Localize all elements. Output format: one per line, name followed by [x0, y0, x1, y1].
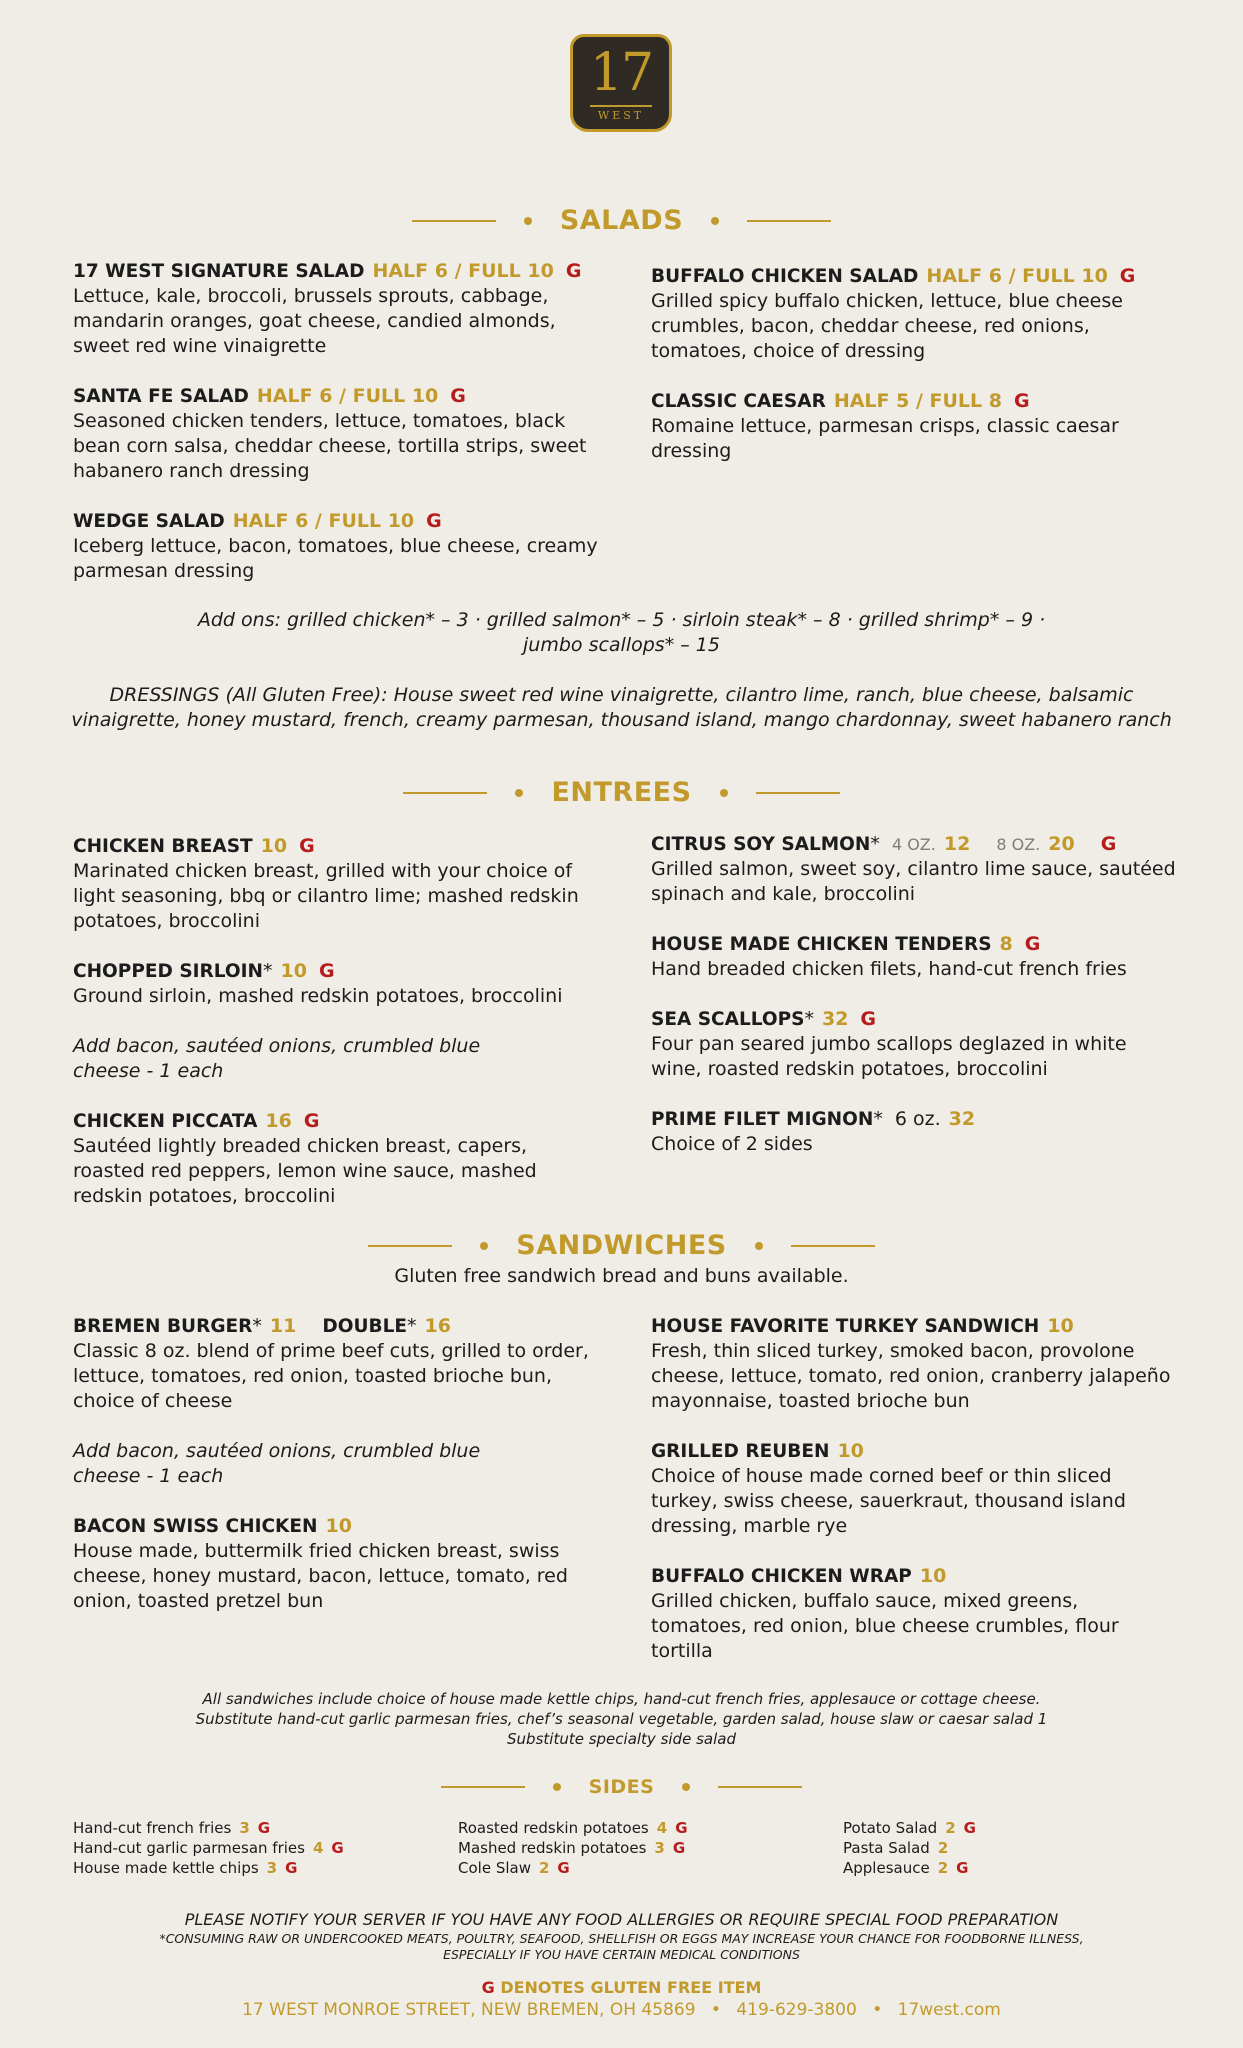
foodborne-warning — [0, 1931, 1243, 1963]
menu-item — [73, 959, 603, 1009]
item-price: HALF 6 / FULL 10 — [372, 260, 554, 282]
side-name: Hand-cut garlic parmesan fries — [73, 1839, 305, 1857]
gluten-free-legend — [0, 1978, 1243, 1997]
restaurant-logo — [570, 34, 672, 132]
gluten-free-badge: G — [285, 1859, 298, 1877]
menu-item — [73, 509, 603, 584]
sides-title: SIDES — [588, 1776, 655, 1798]
side-item — [73, 1818, 344, 1838]
item-name: BUFFALO CHICKEN WRAP — [651, 1566, 912, 1587]
warning-line-1: *CONSUMING RAW OR UNDERCOOKED MEATS, POULTRY, SEAFOOD, SHELLFISH OR EGGS MAY INCREASE YOUR CHANCE FOR FOODBORNE ILLNESS, — [159, 1931, 1084, 1946]
item-name: PRIME FILET MIGNON — [651, 1109, 874, 1130]
gluten-free-badge: G — [565, 260, 582, 282]
logo-divider — [590, 105, 652, 107]
gluten-free-badge: G — [1119, 265, 1136, 287]
item-name: WEDGE SALAD — [73, 511, 225, 532]
menu-item — [651, 389, 1176, 464]
item-description: Lettuce, kale, broccoli, brussels sprouts, cabbage, mandarin oranges, goat cheese, candied almonds, sweet red wine vinaigrette — [73, 285, 556, 357]
item-description: Classic 8 oz. blend of prime beef cuts, grilled to order, lettuce, tomatoes, red onion, toasted brioche bun, choice of cheese — [73, 1340, 589, 1412]
item-description: House made, buttermilk fried chicken breast, swiss cheese, honey mustard, bacon, lettuce, tomato, red onion, toasted pretzel bun — [73, 1540, 568, 1612]
gluten-free-badge: G — [672, 1839, 686, 1857]
gluten-free-badge: G — [426, 510, 442, 532]
entrees-left-column — [73, 834, 603, 1234]
item-name: CHICKEN PICCATA — [73, 1111, 258, 1132]
raw-warning-asterisk: * — [252, 1315, 262, 1337]
sides-column-3 — [843, 1818, 976, 1878]
gluten-free-badge: G — [299, 835, 315, 857]
item-name: SANTA FE SALAD — [73, 386, 249, 407]
side-price: 4 — [312, 1839, 324, 1857]
menu-item — [73, 259, 603, 359]
item-description: Sautéed lightly breaded chicken breast, capers, roasted red peppers, lemon wine sauce, mashed redskin potatoes, broccolini — [73, 1135, 537, 1207]
side-item — [73, 1838, 344, 1858]
menu-item — [651, 1439, 1176, 1539]
side-item — [73, 1858, 344, 1878]
side-price: 3 — [654, 1839, 665, 1857]
item-price: 10 — [919, 1565, 947, 1587]
item-price: 10 — [1047, 1315, 1074, 1337]
side-item — [458, 1838, 688, 1858]
item-description: Marinated chicken breast, grilled with your choice of light seasoning, bbq or cilantro lime; mashed redskin potatoes, broccolini — [73, 860, 579, 932]
item-description: Choice of house made corned beef or thin sliced turkey, swiss cheese, sauerkraut, thousand island dressing, marble rye — [651, 1465, 1126, 1537]
item-description: Four pan seared jumbo scallops deglazed in white wine, roasted redskin potatoes, broccolini — [651, 1033, 1127, 1080]
header-dot-right — [755, 1242, 763, 1250]
salad-addons: Add ons: grilled chicken* – 3 · grilled salmon* – 5 · sirloin steak* – 8 · grilled shrimp* – 9 · jumbo scallops* – 15 — [197, 609, 1046, 656]
item-name: CITRUS SOY SALMON — [651, 834, 871, 855]
item-name: DOUBLE — [322, 1316, 408, 1337]
sides-header — [0, 1773, 1243, 1798]
sides-column-2 — [458, 1818, 688, 1878]
gluten-free-badge: G — [675, 1819, 688, 1837]
gluten-free-badge: G — [1024, 933, 1041, 955]
logo-word: WEST — [597, 109, 645, 122]
sandwich-addon-note: Add bacon, sautéed onions, crumbled blue cheese - 1 each — [73, 1440, 481, 1487]
gluten-free-badge: G — [257, 1819, 271, 1837]
phone-number: 419-629-3800 — [736, 2000, 857, 2020]
item-price: 32 — [948, 1108, 976, 1130]
item-price: HALF 6 / FULL 10 — [232, 510, 415, 532]
gluten-free-badge: G — [1013, 390, 1030, 412]
contact-info — [0, 2000, 1243, 2020]
item-name: BACON SWISS CHICKEN — [73, 1516, 318, 1537]
item-size: 6 oz. — [894, 1108, 941, 1130]
menu-item — [651, 1007, 1176, 1082]
gluten-free-badge: G — [318, 960, 335, 982]
sandwich-note-sides: All sandwiches include choice of house made kettle chips, hand-cut french fries, applesauce or cottage cheese. — [202, 1690, 1041, 1708]
gluten-free-badge: G — [1100, 833, 1117, 855]
header-rule-right — [718, 1786, 802, 1788]
item-description: Grilled chicken, buffalo sauce, mixed greens, tomatoes, red onion, blue cheese crumbles, flour tortilla — [651, 1590, 1119, 1662]
header-dot-right — [720, 789, 728, 797]
sandwiches-left-column — [73, 1314, 603, 1639]
gluten-free-badge: G — [303, 1110, 320, 1132]
side-name: Potato Salad — [843, 1819, 938, 1837]
item-price: 10 — [280, 960, 307, 982]
side-name: Roasted redskin potatoes — [458, 1819, 649, 1837]
side-price: 2 — [945, 1819, 956, 1837]
item-name: GRILLED REUBEN — [651, 1441, 830, 1462]
menu-item — [73, 1514, 603, 1614]
logo-number: 17 — [589, 43, 653, 103]
side-item — [843, 1838, 976, 1858]
item-name: CHICKEN BREAST — [73, 836, 253, 857]
item-description: Grilled salmon, sweet soy, cilantro lime sauce, sautéed spinach and kale, broccolini — [651, 858, 1176, 905]
item-description: Ground sirloin, mashed redskin potatoes, broccolini — [73, 985, 563, 1007]
item-name: HOUSE FAVORITE TURKEY SANDWICH — [651, 1316, 1040, 1337]
item-price: HALF 6 / FULL 10 — [926, 265, 1108, 287]
item-price: 11 — [269, 1315, 297, 1337]
header-rule-left — [368, 1245, 452, 1247]
item-description: Grilled spicy buffalo chicken, lettuce, blue cheese crumbles, bacon, cheddar cheese, red onions, tomatoes, choice of dressing — [651, 290, 1123, 362]
gluten-free-badge: G — [481, 1978, 495, 1997]
address: 17 WEST MONROE STREET, NEW BREMEN, OH 45869 — [242, 2000, 696, 2020]
item-name: BREMEN BURGER — [73, 1316, 253, 1337]
menu-item — [73, 1109, 603, 1209]
sandwiches-header — [0, 1230, 1243, 1261]
side-name: Cole Slaw — [458, 1859, 531, 1877]
item-size: 8 OZ. — [996, 835, 1041, 854]
item-price: HALF 5 / FULL 8 — [833, 390, 1002, 412]
header-dot-left — [524, 217, 532, 225]
salad-dressings: DRESSINGS (All Gluten Free): House sweet red wine vinaigrette, cilantro lime, ranch, blue cheese, balsamic vinaigrette, honey mustard, french, creamy parmesan, thousand island, mango chardonnay, sweet habanero ranch — [71, 684, 1172, 731]
item-price: 8 — [999, 933, 1013, 955]
item-size: 4 OZ. — [891, 835, 936, 854]
header-rule-right — [747, 220, 831, 222]
raw-warning-asterisk: * — [873, 1108, 883, 1130]
sandwiches-title: SANDWICHES — [516, 1230, 727, 1261]
sandwich-notes — [0, 1689, 1243, 1749]
header-rule-right — [791, 1245, 875, 1247]
gluten-free-badge: G — [860, 1008, 877, 1030]
side-name: Hand-cut french fries — [73, 1819, 232, 1837]
entrees-right-column — [651, 832, 1176, 1182]
gluten-free-badge: G — [963, 1819, 976, 1837]
menu-item — [73, 1314, 603, 1414]
side-name: Mashed redskin potatoes — [458, 1839, 647, 1857]
menu-item — [651, 1564, 1176, 1664]
item-description: Choice of 2 sides — [651, 1133, 813, 1155]
header-rule-left — [403, 792, 487, 794]
item-price: HALF 6 / FULL 10 — [256, 385, 439, 407]
side-price: 2 — [538, 1859, 550, 1877]
header-rule-left — [441, 1786, 525, 1788]
sandwiches-right-column — [651, 1314, 1176, 1689]
separator-dot: • — [872, 2000, 883, 2020]
menu-item — [651, 264, 1176, 364]
website: 17west.com — [897, 2000, 1001, 2020]
menu-item — [73, 834, 603, 934]
entree-addon-note: Add bacon, sautéed onions, crumbled blue cheese - 1 each — [73, 1035, 481, 1082]
side-price: 4 — [656, 1819, 668, 1837]
item-price: 20 — [1048, 833, 1075, 855]
sandwich-note-specialty: Substitute specialty side salad — [507, 1730, 736, 1748]
menu-item — [651, 1314, 1176, 1414]
menu-item — [651, 832, 1176, 907]
item-name: HOUSE MADE CHICKEN TENDERS — [651, 934, 992, 955]
gluten-free-badge: G — [331, 1839, 344, 1857]
item-name: SEA SCALLOPS — [651, 1009, 805, 1030]
header-dot-left — [480, 1242, 488, 1250]
item-name: BUFFALO CHICKEN SALAD — [651, 266, 919, 287]
item-price: 12 — [943, 833, 971, 855]
side-name: Pasta Salad — [843, 1839, 930, 1857]
salads-header — [0, 205, 1243, 236]
side-price: 2 — [937, 1859, 949, 1877]
header-rule-right — [756, 792, 840, 794]
item-price: 10 — [260, 835, 288, 857]
side-name: House made kettle chips — [73, 1859, 259, 1877]
sandwiches-subtitle: Gluten free sandwich bread and buns available. — [394, 1265, 849, 1287]
raw-warning-asterisk: * — [407, 1315, 417, 1337]
side-item — [458, 1858, 688, 1878]
header-dot-right — [682, 1783, 690, 1791]
raw-warning-asterisk: * — [263, 960, 273, 982]
gluten-free-badge: G — [450, 385, 466, 407]
entrees-header — [0, 777, 1243, 808]
salads-right-column — [651, 264, 1176, 489]
side-price: 2 — [937, 1839, 949, 1857]
allergy-notice: PLEASE NOTIFY YOUR SERVER IF YOU HAVE ANY FOOD ALLERGIES OR REQUIRE SPECIAL FOOD PREPARATION — [184, 1910, 1059, 1929]
sides-column-1 — [73, 1818, 344, 1878]
sandwich-note-substitute: Substitute hand-cut garlic parmesan fries, chef’s seasonal vegetable, garden salad, house slaw or caesar salad 1 — [195, 1710, 1048, 1728]
side-price: 3 — [239, 1819, 250, 1837]
item-price: 32 — [821, 1008, 849, 1030]
item-name: 17 WEST SIGNATURE SALAD — [73, 261, 365, 282]
raw-warning-asterisk: * — [804, 1008, 814, 1030]
menu-item — [651, 1107, 1176, 1157]
salads-title: SALADS — [559, 205, 684, 236]
warning-line-2: ESPECIALLY IF YOU HAVE CERTAIN MEDICAL CONDITIONS — [443, 1947, 800, 1962]
item-description: Iceberg lettuce, bacon, tomatoes, blue cheese, creamy parmesan dressing — [73, 535, 598, 582]
salads-left-column — [73, 259, 603, 609]
gluten-free-badge: G — [557, 1859, 570, 1877]
item-description: Hand breaded chicken filets, hand-cut french fries — [651, 958, 1127, 980]
header-dot-left — [515, 789, 523, 797]
side-name: Applesauce — [843, 1859, 930, 1877]
item-price: 16 — [265, 1110, 292, 1132]
item-name: CHOPPED SIRLOIN — [73, 961, 264, 982]
item-price: 10 — [325, 1515, 352, 1537]
side-price: 3 — [266, 1859, 278, 1877]
menu-item — [73, 384, 603, 484]
header-rule-left — [412, 220, 496, 222]
raw-warning-asterisk: * — [870, 833, 880, 855]
separator-dot: • — [710, 2000, 721, 2020]
side-item — [843, 1858, 976, 1878]
entrees-title: ENTREES — [551, 777, 692, 808]
header-dot-right — [711, 217, 719, 225]
gluten-free-badge: G — [956, 1859, 969, 1877]
gluten-free-legend-text: DENOTES GLUTEN FREE ITEM — [500, 1978, 762, 1997]
item-description: Romaine lettuce, parmesan crisps, classic caesar dressing — [651, 415, 1119, 462]
side-item — [458, 1818, 688, 1838]
side-item — [843, 1818, 976, 1838]
header-dot-left — [553, 1783, 561, 1791]
item-description: Seasoned chicken tenders, lettuce, tomatoes, black bean corn salsa, cheddar cheese, tortilla strips, sweet habanero ranch dressing — [73, 410, 587, 482]
menu-item — [651, 932, 1176, 982]
item-price: 10 — [837, 1440, 864, 1462]
item-description: Fresh, thin sliced turkey, smoked bacon, provolone cheese, lettuce, tomato, red onion, cranberry jalapeño mayonnaise, toasted brioche bun — [651, 1340, 1171, 1412]
item-name: CLASSIC CAESAR — [651, 391, 826, 412]
item-price: 16 — [424, 1315, 451, 1337]
